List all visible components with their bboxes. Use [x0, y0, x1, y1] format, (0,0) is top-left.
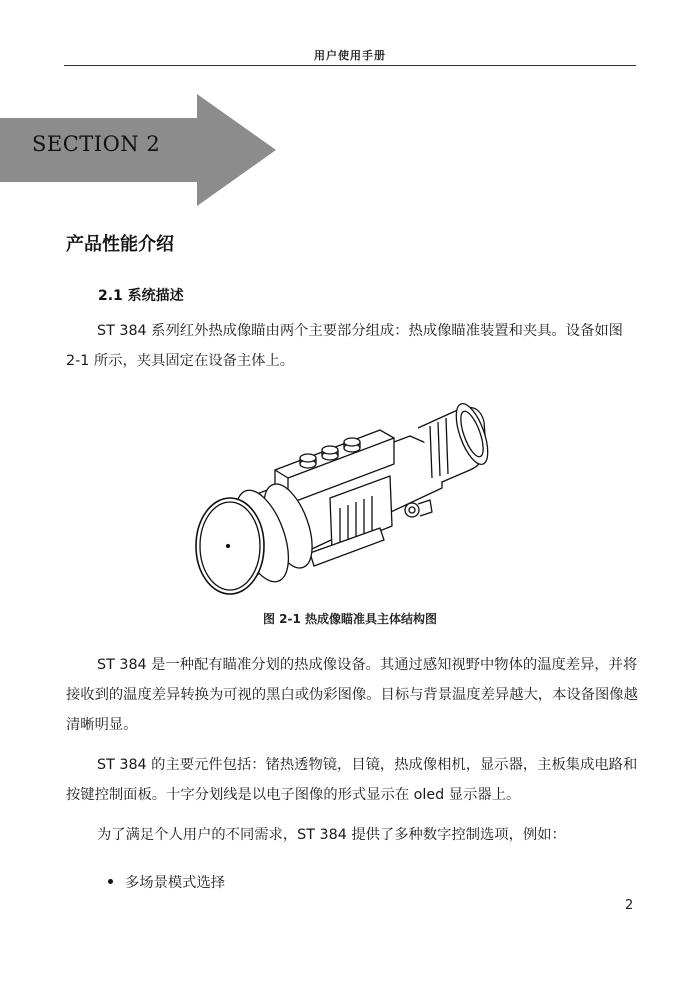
running-header: 用户使用手册 [314, 49, 386, 62]
header-divider [64, 65, 636, 66]
paragraph-principle: ST 384 是一种配有瞄准分划的热成像设备。其通过感知视野中物体的温度差异，并将接收到的温度差异转换为可视的黑白或伪彩图像。目标与背景温度差异越大，本设备图像越清晰明显。 [66, 657, 638, 733]
bullet-icon [108, 879, 113, 884]
paragraph-options: 为了满足个人用户的不同需求，ST 384 提供了多种数字控制选项，例如： [97, 827, 566, 843]
subsection-title: 2.1 系统描述 [98, 288, 184, 304]
paragraph-intro: ST 384 系列红外热成像瞄由两个主要部分组成：热成像瞄准装置和夹具。设备如图 2-1 所示，夹具固定在设备主体上。 [66, 323, 623, 369]
bullet-list-item [108, 868, 225, 898]
section-label: SECTION 2 [32, 132, 161, 156]
paragraph-components: ST 384 的主要元件包括：锗热透物镜，目镜，热成像相机，显示器，主板集成电路和按键控制面板。十字分划线是以电子图像的形式显示在 oled 显示器上。 [66, 757, 638, 803]
bullet-text: 多场景模式选择 [125, 875, 226, 891]
figure-caption: 图 2-1 热成像瞄准具主体结构图 [262, 612, 438, 626]
chapter-title: 产品性能介绍 [66, 234, 174, 255]
thermal-scope-illustration [180, 378, 520, 608]
page-number: 2 [625, 898, 634, 913]
